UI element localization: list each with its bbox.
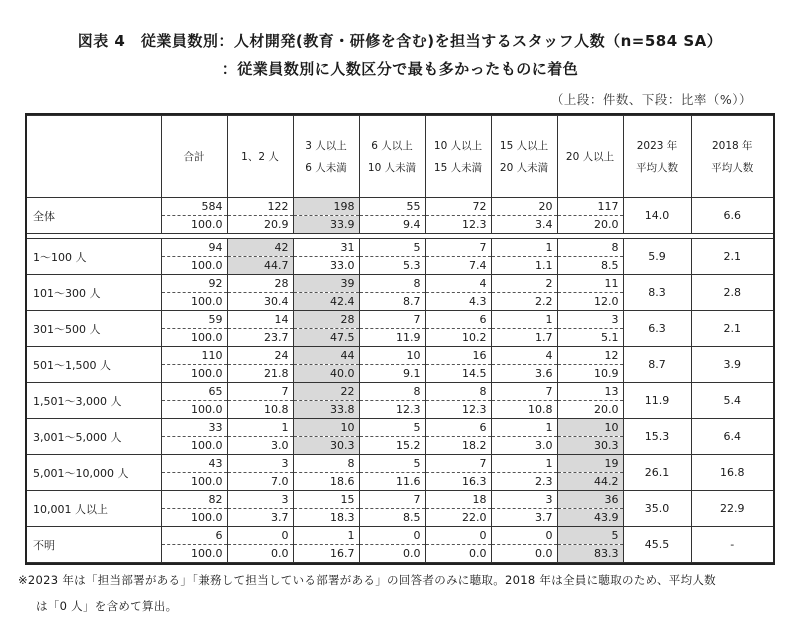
count-cell: 5 <box>359 419 425 437</box>
row-label: 1,501～3,000 人 <box>27 383 161 419</box>
avg-2023-cell: 11.9 <box>623 383 691 419</box>
percent-cell: 18.2 <box>425 437 491 455</box>
count-cell: 4 <box>491 347 557 365</box>
count-cell: 18 <box>425 491 491 509</box>
percent-cell: 83.3 <box>557 545 623 563</box>
header-avg-2023: 2023 年 平均人数 <box>623 116 691 198</box>
percent-cell: 100.0 <box>161 257 227 275</box>
count-cell: 584 <box>161 198 227 216</box>
percent-cell: 100.0 <box>161 437 227 455</box>
percent-cell: 12.3 <box>425 216 491 234</box>
avg-2023-cell: 26.1 <box>623 455 691 491</box>
count-cell: 16 <box>425 347 491 365</box>
count-cell: 7 <box>359 491 425 509</box>
percent-cell: 44.2 <box>557 473 623 491</box>
avg-2023-cell: 6.3 <box>623 311 691 347</box>
count-cell: 8 <box>359 275 425 293</box>
count-cell: 7 <box>491 383 557 401</box>
percent-cell: 43.9 <box>557 509 623 527</box>
row-label: 10,001 人以上 <box>27 491 161 527</box>
count-cell: 4 <box>425 275 491 293</box>
table-row-counts <box>27 419 773 437</box>
row-label: 501～1,500 人 <box>27 347 161 383</box>
avg-2023-cell: 8.3 <box>623 275 691 311</box>
percent-cell: 100.0 <box>161 365 227 383</box>
percent-cell: 18.3 <box>293 509 359 527</box>
count-cell: 0 <box>491 527 557 545</box>
count-cell: 43 <box>161 455 227 473</box>
footnote-line-2: は「0 人」を含めて算出。 <box>36 599 178 613</box>
percent-cell: 100.0 <box>161 509 227 527</box>
percent-cell: 8.5 <box>557 257 623 275</box>
count-cell: 20 <box>491 198 557 216</box>
avg-2018-cell: 5.4 <box>691 383 773 419</box>
header-1-2: 1、2 人 <box>227 116 293 198</box>
percent-cell: 42.4 <box>293 293 359 311</box>
avg-2018-cell: - <box>691 527 773 563</box>
percent-cell: 0.0 <box>227 545 293 563</box>
count-cell: 82 <box>161 491 227 509</box>
data-table <box>27 115 773 563</box>
percent-cell: 15.2 <box>359 437 425 455</box>
count-cell: 6 <box>161 527 227 545</box>
count-cell: 10 <box>293 419 359 437</box>
percent-cell: 3.4 <box>491 216 557 234</box>
percent-cell: 12.0 <box>557 293 623 311</box>
count-cell: 5 <box>557 527 623 545</box>
header-total: 合計 <box>161 116 227 198</box>
percent-cell: 100.0 <box>161 545 227 563</box>
percent-cell: 10.9 <box>557 365 623 383</box>
avg-2023-cell: 15.3 <box>623 419 691 455</box>
count-cell: 0 <box>227 527 293 545</box>
percent-cell: 30.3 <box>557 437 623 455</box>
percent-cell: 100.0 <box>161 216 227 234</box>
avg-2018-cell: 2.1 <box>691 239 773 275</box>
avg-2023-cell: 35.0 <box>623 491 691 527</box>
count-cell: 65 <box>161 383 227 401</box>
count-cell: 2 <box>491 275 557 293</box>
count-cell: 6 <box>425 311 491 329</box>
row-label: 全体 <box>27 198 161 234</box>
count-cell: 72 <box>425 198 491 216</box>
header-6-10: 6 人以上 10 人未満 <box>359 116 425 198</box>
percent-cell: 14.5 <box>425 365 491 383</box>
percent-cell: 4.3 <box>425 293 491 311</box>
row-label: 301～500 人 <box>27 311 161 347</box>
count-cell: 5 <box>359 455 425 473</box>
data-table-container <box>25 113 775 565</box>
avg-2023-cell: 45.5 <box>623 527 691 563</box>
avg-2018-cell: 2.1 <box>691 311 773 347</box>
percent-cell: 18.6 <box>293 473 359 491</box>
percent-cell: 100.0 <box>161 401 227 419</box>
percent-cell: 10.8 <box>227 401 293 419</box>
percent-cell: 3.7 <box>227 509 293 527</box>
percent-cell: 20.0 <box>557 216 623 234</box>
count-cell: 10 <box>557 419 623 437</box>
header-blank <box>27 116 161 198</box>
percent-cell: 12.3 <box>425 401 491 419</box>
header-15-20: 15 人以上 20 人未満 <box>491 116 557 198</box>
count-cell: 15 <box>293 491 359 509</box>
table-row-counts <box>27 527 773 545</box>
percent-cell: 0.0 <box>491 545 557 563</box>
percent-cell: 3.7 <box>491 509 557 527</box>
table-row-counts <box>27 347 773 365</box>
count-cell: 36 <box>557 491 623 509</box>
count-cell: 5 <box>359 239 425 257</box>
count-cell: 12 <box>557 347 623 365</box>
avg-2018-cell: 16.8 <box>691 455 773 491</box>
percent-cell: 22.0 <box>425 509 491 527</box>
count-cell: 3 <box>491 491 557 509</box>
count-cell: 7 <box>227 383 293 401</box>
percent-cell: 21.8 <box>227 365 293 383</box>
percent-cell: 5.1 <box>557 329 623 347</box>
percent-cell: 0.0 <box>359 545 425 563</box>
count-cell: 28 <box>227 275 293 293</box>
percent-cell: 30.3 <box>293 437 359 455</box>
unit-note: （上段：件数、下段：比率（%）） <box>550 92 752 107</box>
percent-cell: 100.0 <box>161 329 227 347</box>
count-cell: 24 <box>227 347 293 365</box>
table-body <box>27 198 773 563</box>
avg-2023-cell: 14.0 <box>623 198 691 234</box>
avg-2018-cell: 2.8 <box>691 275 773 311</box>
count-cell: 110 <box>161 347 227 365</box>
percent-cell: 1.1 <box>491 257 557 275</box>
percent-cell: 7.4 <box>425 257 491 275</box>
table-row-counts <box>27 455 773 473</box>
count-cell: 59 <box>161 311 227 329</box>
percent-cell: 0.0 <box>425 545 491 563</box>
count-cell: 1 <box>491 311 557 329</box>
percent-cell: 23.7 <box>227 329 293 347</box>
table-row-counts <box>27 275 773 293</box>
percent-cell: 10.2 <box>425 329 491 347</box>
count-cell: 3 <box>557 311 623 329</box>
count-cell: 122 <box>227 198 293 216</box>
count-cell: 19 <box>557 455 623 473</box>
avg-2023-cell: 8.7 <box>623 347 691 383</box>
percent-cell: 1.7 <box>491 329 557 347</box>
count-cell: 1 <box>227 419 293 437</box>
avg-2018-cell: 6.6 <box>691 198 773 234</box>
row-label: 101～300 人 <box>27 275 161 311</box>
count-cell: 8 <box>293 455 359 473</box>
count-cell: 14 <box>227 311 293 329</box>
percent-cell: 8.5 <box>359 509 425 527</box>
count-cell: 22 <box>293 383 359 401</box>
count-cell: 42 <box>227 239 293 257</box>
percent-cell: 3.0 <box>227 437 293 455</box>
table-row-counts <box>27 491 773 509</box>
percent-cell: 40.0 <box>293 365 359 383</box>
percent-cell: 2.2 <box>491 293 557 311</box>
count-cell: 55 <box>359 198 425 216</box>
percent-cell: 5.3 <box>359 257 425 275</box>
count-cell: 13 <box>557 383 623 401</box>
percent-cell: 16.3 <box>425 473 491 491</box>
percent-cell: 9.1 <box>359 365 425 383</box>
percent-cell: 3.6 <box>491 365 557 383</box>
row-label: 5,001～10,000 人 <box>27 455 161 491</box>
row-label: 3,001～5,000 人 <box>27 419 161 455</box>
figure-subtitle: ：従業員数別に人数区分で最も多かったものに着色 <box>221 60 579 78</box>
avg-2018-cell: 6.4 <box>691 419 773 455</box>
count-cell: 0 <box>359 527 425 545</box>
percent-cell: 33.9 <box>293 216 359 234</box>
count-cell: 1 <box>491 419 557 437</box>
row-label: 1～100 人 <box>27 239 161 275</box>
percent-cell: 3.0 <box>491 437 557 455</box>
table-row-counts <box>27 311 773 329</box>
percent-cell: 7.0 <box>227 473 293 491</box>
percent-cell: 30.4 <box>227 293 293 311</box>
percent-cell: 33.0 <box>293 257 359 275</box>
count-cell: 0 <box>425 527 491 545</box>
count-cell: 28 <box>293 311 359 329</box>
avg-2018-cell: 3.9 <box>691 347 773 383</box>
percent-cell: 11.9 <box>359 329 425 347</box>
row-label: 不明 <box>27 527 161 563</box>
percent-cell: 20.0 <box>557 401 623 419</box>
table-row-counts <box>27 383 773 401</box>
percent-cell: 9.4 <box>359 216 425 234</box>
count-cell: 7 <box>425 239 491 257</box>
count-cell: 7 <box>425 455 491 473</box>
header-row <box>27 116 773 198</box>
count-cell: 33 <box>161 419 227 437</box>
header-avg-2018: 2018 年 平均人数 <box>691 116 773 198</box>
percent-cell: 2.3 <box>491 473 557 491</box>
percent-cell: 100.0 <box>161 293 227 311</box>
count-cell: 7 <box>359 311 425 329</box>
count-cell: 1 <box>491 455 557 473</box>
percent-cell: 10.8 <box>491 401 557 419</box>
count-cell: 198 <box>293 198 359 216</box>
count-cell: 8 <box>359 383 425 401</box>
count-cell: 10 <box>359 347 425 365</box>
avg-2018-cell: 22.9 <box>691 491 773 527</box>
count-cell: 8 <box>425 383 491 401</box>
percent-cell: 33.8 <box>293 401 359 419</box>
figure-title: 図表 4 従業員数別：人材開発(教育・研修を含む)を担当するスタッフ人数（n=584 SA） <box>77 32 723 50</box>
header-20-plus: 20 人以上 <box>557 116 623 198</box>
count-cell: 92 <box>161 275 227 293</box>
table-row-counts <box>27 198 773 216</box>
count-cell: 39 <box>293 275 359 293</box>
table-row-counts <box>27 239 773 257</box>
footnote-line-1: ※2023 年は「担当部署がある」「兼務して担当している部署がある」の回答者のみに聴取。2018 年は全員に聴取のため、平均人数 <box>18 573 716 587</box>
count-cell: 1 <box>491 239 557 257</box>
count-cell: 44 <box>293 347 359 365</box>
count-cell: 8 <box>557 239 623 257</box>
count-cell: 6 <box>425 419 491 437</box>
percent-cell: 44.7 <box>227 257 293 275</box>
header-3-6: 3 人以上 6 人未満 <box>293 116 359 198</box>
count-cell: 117 <box>557 198 623 216</box>
count-cell: 11 <box>557 275 623 293</box>
avg-2023-cell: 5.9 <box>623 239 691 275</box>
percent-cell: 16.7 <box>293 545 359 563</box>
percent-cell: 100.0 <box>161 473 227 491</box>
count-cell: 31 <box>293 239 359 257</box>
header-10-15: 10 人以上 15 人未満 <box>425 116 491 198</box>
count-cell: 3 <box>227 455 293 473</box>
percent-cell: 20.9 <box>227 216 293 234</box>
percent-cell: 12.3 <box>359 401 425 419</box>
count-cell: 1 <box>293 527 359 545</box>
percent-cell: 8.7 <box>359 293 425 311</box>
percent-cell: 47.5 <box>293 329 359 347</box>
count-cell: 94 <box>161 239 227 257</box>
percent-cell: 11.6 <box>359 473 425 491</box>
count-cell: 3 <box>227 491 293 509</box>
